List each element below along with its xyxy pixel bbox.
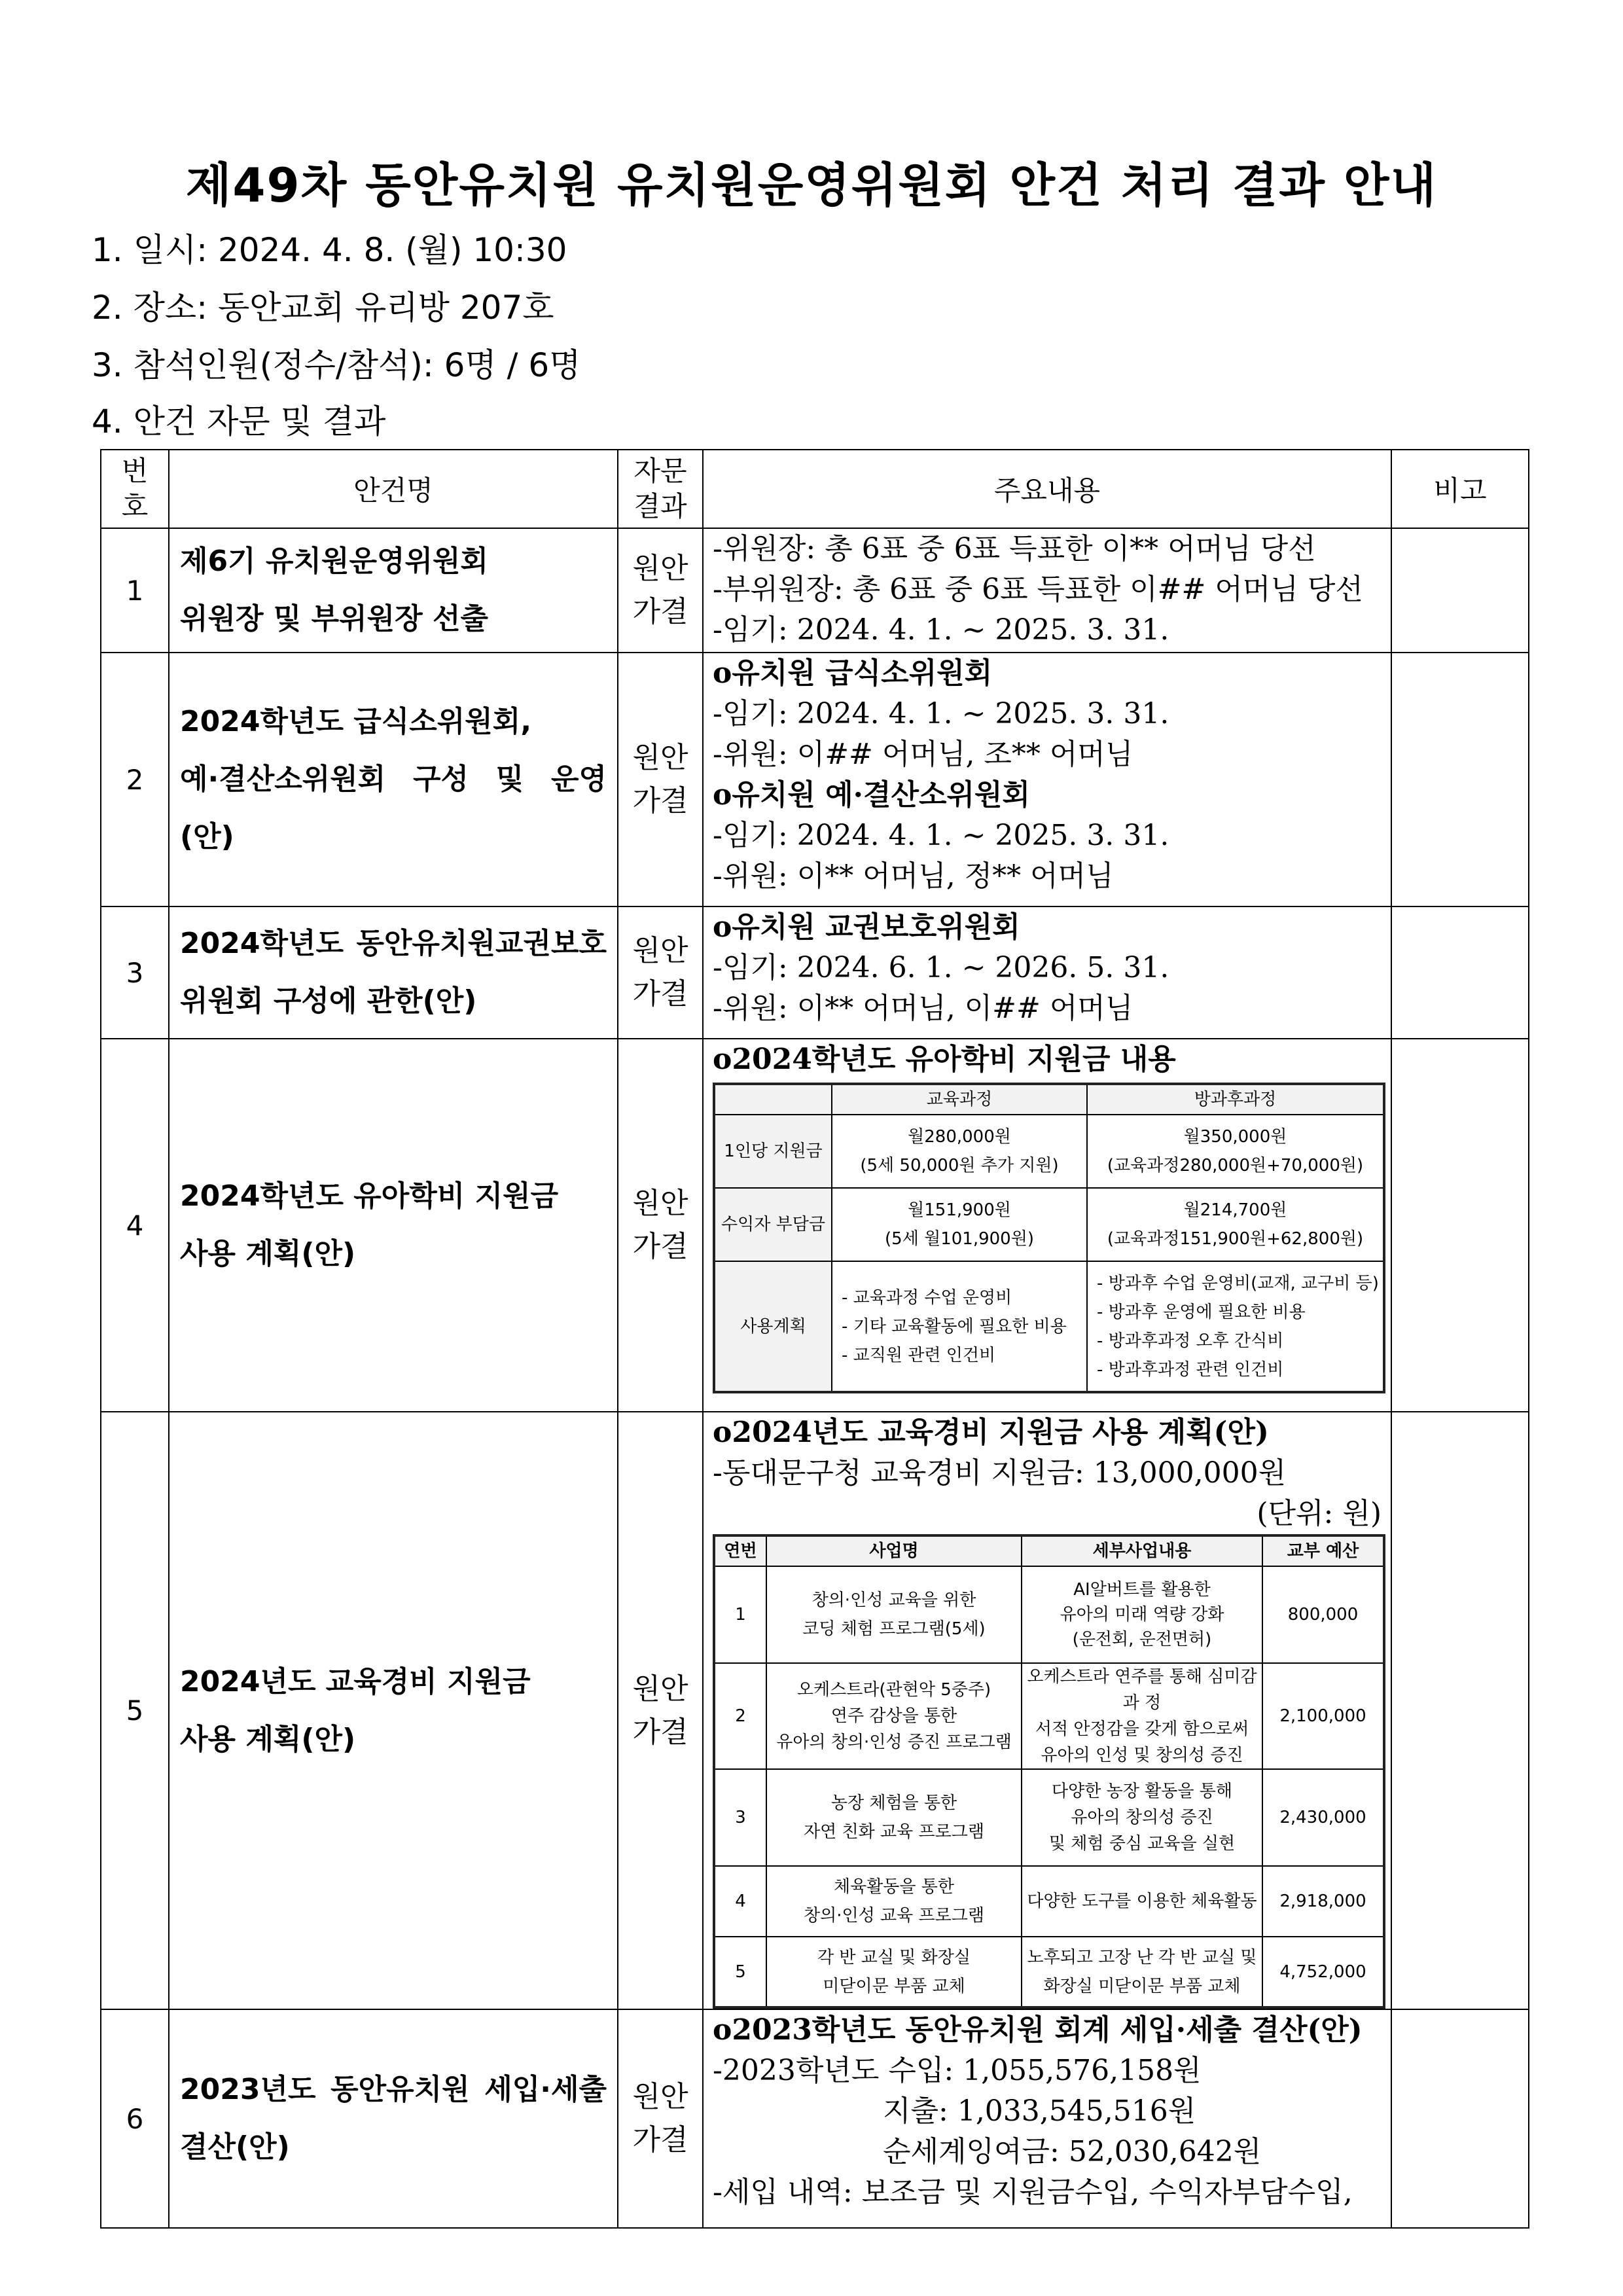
row-note [1391, 528, 1529, 653]
header-num: 번 호 [101, 450, 169, 528]
expense-header-name: 사업명 [766, 1535, 1022, 1566]
subsidy-header-blank [714, 1084, 832, 1115]
row-name: 2024학년도 급식소위원회, 예·결산소위원회 구성 및 운영 (안) [169, 653, 618, 906]
row-name: 2023년도 동안유치원 세입·세출 결산(안) [169, 2009, 618, 2228]
page-title: 제49차 동안유치원 유치원운영위원회 안건 처리 결과 안내 [185, 158, 1438, 213]
table-row [101, 653, 1529, 906]
subsidy-cell: 월214,700원 (교육과정151,900원+62,800원) [1087, 1188, 1384, 1261]
expense-no: 3 [714, 1769, 766, 1866]
row-name: 제6기 유치원운영위원회 위원장 및 부위원장 선출 [169, 528, 618, 653]
expense-detail: 오케스트라 연주를 통해 심미감과 정 서적 안정감을 갖게 함으로써 유아의 인성 및 창의성 증진 [1022, 1663, 1262, 1769]
expense-budget: 2,100,000 [1262, 1663, 1384, 1769]
expense-no: 5 [714, 1937, 766, 2007]
agenda-table [100, 449, 1529, 2229]
subsidy-cell: - 교육과정 수업 운영비 - 기타 교육활동에 필요한 비용 - 교직원 관련 인건비 [832, 1261, 1087, 1392]
row-content: o2024년도 교육경비 지원금 사용 계획(안) -동대문구청 교육경비 지원금: 13,000,000원 (단위: 원) 연번 사업명 세부사업내용 교부 예산 1 창의·인성 교육을 위한 코딩 체험 프로그램(5세) AI알버트를 활용한 유아의 미래 역량 강화 (운전회, 운전면허) 800,000 2 오케스트라(관현악 5중주) 연주 감상을 통한 유아의 창의·인성 증진 프로그램 오케스트라 연주를 통해 심미감과 정 서적 안정감을 갖게 함으로써 유아의 인성 및 창의성 증진 2,100,000 3 농장 체험을 통한 자연 친화 교육 프로그램 다양한 농장 활동을 통해 유아의 창의성 증진 및 체험 중심 교육을 실현 2,430,000 4 체육활동을 통한 창의·인성 교육 프로그램 다양한 도구를 이용한 체육활동 2,918,000 5 각 반 교실 및 화장실 미닫이문 부품 교체 노후되고 고장 난 각 반 교실 및 화장실 미닫이문 부품 교체 4,752,000 [703, 1412, 1391, 2009]
expense-detail: AI알버트를 활용한 유아의 미래 역량 강화 (운전회, 운전면허) [1022, 1566, 1262, 1663]
row-name: 2024학년도 동안유치원교권보호 위원회 구성에 관한(안) [169, 906, 618, 1039]
row-name: 2024년도 교육경비 지원금 사용 계획(안) [169, 1412, 618, 2009]
expense-table [713, 1534, 1385, 2009]
table-header-row [101, 450, 1529, 528]
expense-name: 창의·인성 교육을 위한 코딩 체험 프로그램(5세) [766, 1566, 1022, 1663]
expense-budget: 800,000 [1262, 1566, 1384, 1663]
row-num: 1 [101, 528, 169, 653]
table-row [101, 1412, 1529, 2009]
expense-budget: 2,430,000 [1262, 1769, 1384, 1866]
row-num: 6 [101, 2009, 169, 2228]
table-row [714, 1188, 1384, 1261]
row-result: 원안 가결 [618, 2009, 703, 2228]
subsidy-row-label: 수익자 부담금 [714, 1188, 832, 1261]
subsidy-table [713, 1083, 1385, 1393]
expense-no: 1 [714, 1566, 766, 1663]
expense-header-budget: 교부 예산 [1262, 1535, 1384, 1566]
expense-header-detail: 세부사업내용 [1022, 1535, 1262, 1566]
table-row [714, 1566, 1384, 1663]
subsidy-header-edu: 교육과정 [832, 1084, 1087, 1115]
table-row [101, 906, 1529, 1039]
subsidy-cell: 월350,000원 (교육과정280,000원+70,000원) [1087, 1115, 1384, 1188]
table-row [714, 1663, 1384, 1769]
header-content: 주요내용 [703, 450, 1391, 528]
row-note [1391, 1412, 1529, 2009]
expense-budget: 2,918,000 [1262, 1866, 1384, 1937]
expense-name: 오케스트라(관현악 5중주) 연주 감상을 통한 유아의 창의·인성 증진 프로그램 [766, 1663, 1022, 1769]
row-content: -위원장: 총 6표 중 6표 득표한 이** 어머님 당선 -부위원장: 총 6표 중 6표 득표한 이## 어머님 당선 -임기: 2024. 4. 1. ~ 2025. 3. 31. [703, 528, 1391, 653]
row-note [1391, 653, 1529, 906]
expense-name: 농장 체험을 통한 자연 친화 교육 프로그램 [766, 1769, 1022, 1866]
subsidy-cell: 월151,900원 (5세 월101,900원) [832, 1188, 1087, 1261]
table-row [714, 1866, 1384, 1937]
subsidy-header-after: 방과후과정 [1087, 1084, 1384, 1115]
row-num: 4 [101, 1039, 169, 1412]
row-result: 원안 가결 [618, 1412, 703, 2009]
row-note [1391, 1039, 1529, 1412]
header-result: 자문 결과 [618, 450, 703, 528]
row-content: o유치원 급식소위원회 -임기: 2024. 4. 1. ~ 2025. 3. 31. -위원: 이## 어머님, 조** 어머님 o유치원 예·결산소위원회 -임기: 2024. 4. 1. ~ 2025. 3. 31. -위원: 이** 어머님, 정** 어머님 [703, 653, 1391, 906]
table-row [101, 528, 1529, 653]
expense-detail: 노후되고 고장 난 각 반 교실 및 화장실 미닫이문 부품 교체 [1022, 1937, 1262, 2007]
row-result: 원안 가결 [618, 653, 703, 906]
header-name: 안건명 [169, 450, 618, 528]
row-num: 3 [101, 906, 169, 1039]
row-num: 2 [101, 653, 169, 906]
row-content: o2023학년도 동안유치원 회계 세입·세출 결산(안) -2023학년도 수입: 1,055,576,158원 지출: 1,033,545,516원 순세계잉여금: 52,030,642원 -세입 내역: 보조금 및 지원금수입, 수익자부담수입, [703, 2009, 1391, 2228]
expense-budget: 4,752,000 [1262, 1937, 1384, 2007]
table-row [714, 1115, 1384, 1188]
table-row [714, 1769, 1384, 1866]
table-row [101, 2009, 1529, 2228]
subsidy-row-label: 1인당 지원금 [714, 1115, 832, 1188]
table-row [714, 1937, 1384, 2007]
row-result: 원안 가결 [618, 528, 703, 653]
row-name: 2024학년도 유아학비 지원금 사용 계획(안) [169, 1039, 618, 1412]
row-content: o2024학년도 유아학비 지원금 내용 교육과정 방과후과정 1인당 지원금 월280,000원 (5세 50,000원 추가 지원) 월350,000원 (교육과정280,000원+70,000원) 수익자 부담금 월151,900원 (5세 월101,900원) 월214,700원 (교육과정151,900원+62,800원) 사용계획 - 교육과정 수업 운영비 - 기타 교육활동에 필요한 비용 - 교직원 관련 인건비 - 방과후 수업 운영비(교재, 교구비 등) - 방과후 운영에 필요한 비용 - 방과후과정 오후 간식비 - 방과후과정 관련 인건비 [703, 1039, 1391, 1412]
subsidy-row-label: 사용계획 [714, 1261, 832, 1392]
table-row [101, 1039, 1529, 1412]
expense-name: 각 반 교실 및 화장실 미닫이문 부품 교체 [766, 1937, 1022, 2007]
row-num: 5 [101, 1412, 169, 2009]
row-result: 원안 가결 [618, 906, 703, 1039]
expense-no: 2 [714, 1663, 766, 1769]
expense-no: 4 [714, 1866, 766, 1937]
expense-detail: 다양한 도구를 이용한 체육활동 [1022, 1866, 1262, 1937]
info-date: 1. 일시: 2024. 4. 8. (월) 10:30 [92, 231, 567, 269]
row-content: o유치원 교권보호위원회 -임기: 2024. 6. 1. ~ 2026. 5. 31. -위원: 이** 어머님, 이## 어머님 [703, 906, 1391, 1039]
subsidy-cell: - 방과후 수업 운영비(교재, 교구비 등) - 방과후 운영에 필요한 비용 - 방과후과정 오후 간식비 - 방과후과정 관련 인건비 [1087, 1261, 1384, 1392]
row-note [1391, 906, 1529, 1039]
header-note: 비고 [1391, 450, 1529, 528]
info-place: 2. 장소: 동안교회 유리방 207호 [92, 289, 554, 327]
info-attendance: 3. 참석인원(정수/참석): 6명 / 6명 [92, 346, 581, 384]
subsidy-cell: 월280,000원 (5세 50,000원 추가 지원) [832, 1115, 1087, 1188]
expense-detail: 다양한 농장 활동을 통해 유아의 창의성 증진 및 체험 중심 교육을 실현 [1022, 1769, 1262, 1866]
row-result: 원안 가결 [618, 1039, 703, 1412]
row-note [1391, 2009, 1529, 2228]
table-row [714, 1261, 1384, 1392]
expense-header-no: 연번 [714, 1535, 766, 1566]
expense-name: 체육활동을 통한 창의·인성 교육 프로그램 [766, 1866, 1022, 1937]
info-agenda-heading: 4. 안건 자문 및 결과 [92, 403, 386, 440]
